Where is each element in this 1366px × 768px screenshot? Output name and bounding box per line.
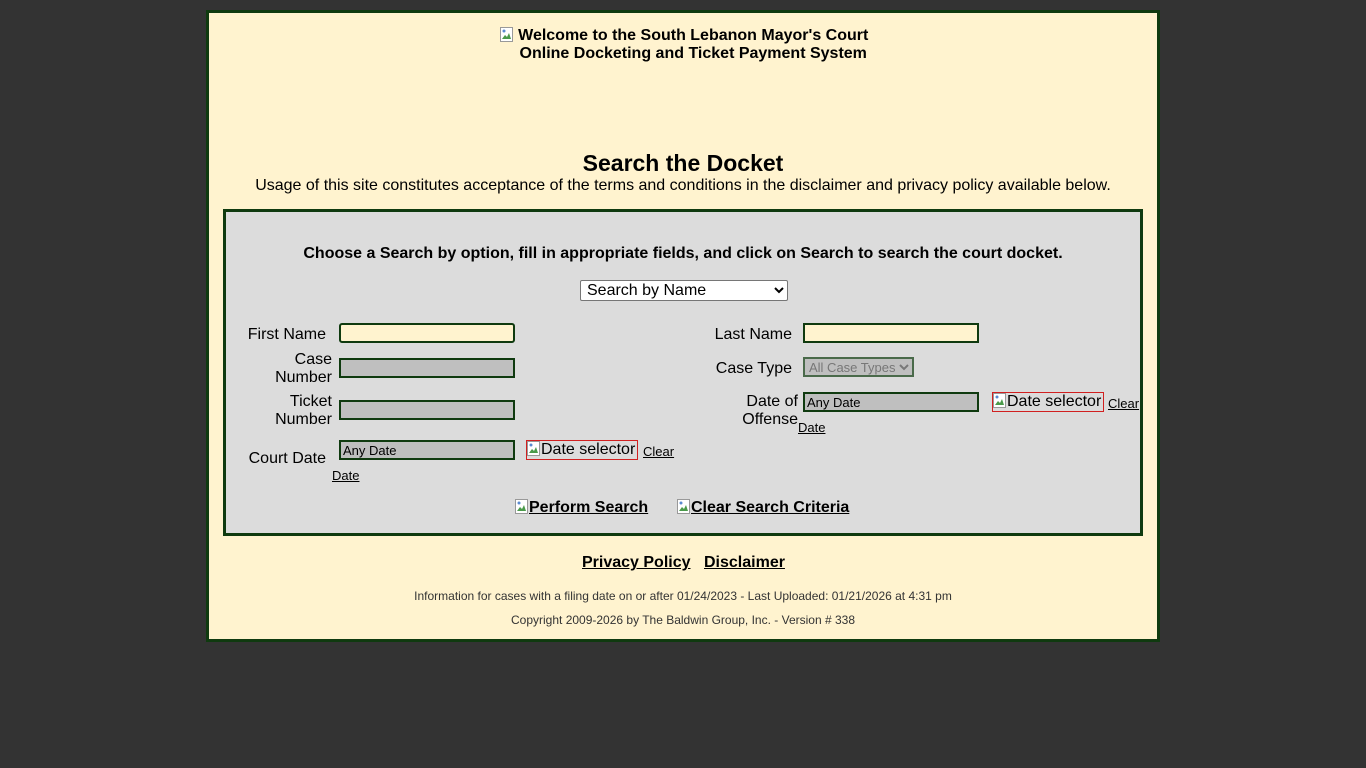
clear-search-criteria-button[interactable] [677,499,849,517]
perform-search-button[interactable] [515,499,648,517]
ticket-number-label [236,393,332,429]
case-number-label [236,351,332,387]
upload-info: Information for cases with a filing date on or after 01/24/2023 - Last Uploaded: 01/21/2026 at 4:31 pm [414,589,952,603]
court-date-label: Court Date [248,450,326,467]
privacy-policy-link[interactable]: Privacy Policy [582,554,691,571]
perform-search-label: Perform Search [529,499,649,516]
calendar-icon [527,441,541,457]
search-icon [515,499,529,515]
date-of-offense-label-line2: Offense [742,411,798,428]
ticket-number-input[interactable] [339,400,515,420]
clear-icon [677,499,691,515]
last-name-label: Last Name [714,326,792,343]
clear-search-criteria-label: Clear Search Criteria [691,499,850,516]
ticket-number-label-line2: Number [275,411,332,428]
usage-notice: Usage of this site constitutes acceptance of the terms and conditions in the disclaimer and privacy policy available below. [255,177,1111,194]
court-clear-date-link-line1[interactable]: Clear [643,444,675,459]
search-panel [223,209,1143,536]
date-of-offense-input[interactable] [803,392,979,412]
search-by-select[interactable] [580,280,788,301]
broken-image-icon [500,27,514,43]
court-clear-date-link-line2[interactable]: Date [332,468,360,483]
case-type-label: Case Type [715,360,792,377]
calendar-icon [993,393,1007,409]
ticket-number-label-line1: Ticket [289,393,332,410]
offense-date-selector-alt: Date selector [1007,393,1102,410]
copyright: Copyright 2009-2026 by The Baldwin Group, Inc. - Version # 338 [511,613,855,627]
date-of-offense-label [696,393,798,429]
first-name-label: First Name [247,326,326,343]
case-number-input[interactable] [339,358,515,378]
offense-clear-date-link-line1[interactable]: Clear [1108,396,1140,411]
first-name-input[interactable] [339,323,515,343]
last-name-input[interactable] [803,323,979,343]
date-of-offense-label-line1: Date of [746,393,798,410]
court-date-input[interactable] [339,440,515,460]
case-number-label-line2: Number [275,369,332,386]
case-number-label-line1: Case [294,351,332,368]
search-instructions: Choose a Search by option, fill in appropriate fields, and click on Search to search the court docket. [303,245,1063,262]
court-date-selector-alt: Date selector [541,441,636,458]
offense-date-selector-button[interactable] [992,392,1104,412]
court-date-selector-button[interactable] [526,440,638,460]
disclaimer-link[interactable]: Disclaimer [704,554,785,571]
page-title: Search the Docket [582,150,784,176]
header-line-1: Welcome to the South Lebanon Mayor's Court [518,27,869,44]
page-container [206,10,1160,642]
offense-clear-date-link-line2[interactable]: Date [798,420,826,435]
header-line-2: Online Docketing and Ticket Payment System [519,45,867,62]
case-type-select[interactable] [803,357,914,377]
site-header [499,27,869,67]
